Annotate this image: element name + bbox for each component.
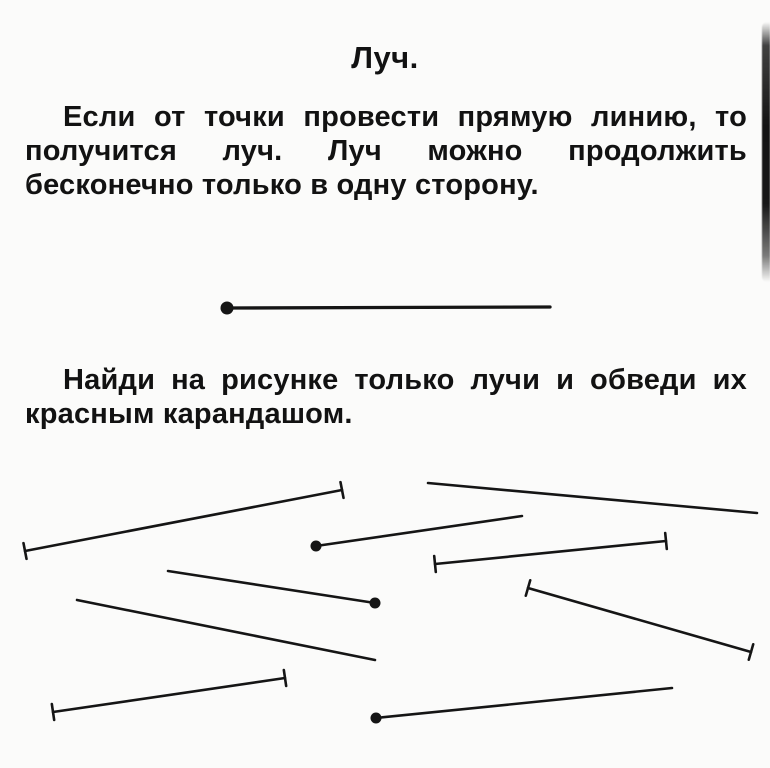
segment-end-tick [340, 482, 343, 498]
word: от [153, 101, 186, 133]
word: то [715, 101, 747, 133]
word: линию, [591, 101, 697, 133]
scan-edge-artifact [762, 22, 770, 282]
word: Если [63, 101, 136, 133]
word: получится [25, 135, 178, 167]
word: можно [427, 135, 523, 167]
word: и [556, 364, 575, 396]
ray-drawing [371, 688, 673, 724]
segment-end-tick [52, 704, 54, 720]
intro-line-3: бесконечно только в одну сторону. [25, 169, 539, 201]
word: точки [203, 101, 285, 133]
ray-drawing [221, 302, 551, 315]
ray-origin-dot [371, 713, 382, 724]
word: обведи [590, 364, 697, 396]
segment-end-tick [23, 543, 26, 559]
page-title: Луч. [351, 40, 419, 75]
task-line-2: красным карандашом. [25, 398, 353, 430]
word: на [171, 364, 206, 396]
word: рисунке [221, 364, 339, 396]
word: луч. [222, 135, 283, 167]
word: лучи [470, 364, 541, 396]
segment-drawing [23, 482, 343, 559]
word: провести [303, 101, 440, 133]
word: продолжить [568, 135, 747, 167]
segment-end-tick [665, 533, 667, 549]
line-drawing [428, 483, 757, 513]
word: прямую [457, 101, 573, 133]
ray-origin-dot [311, 541, 322, 552]
word: Луч [327, 135, 382, 167]
line-drawing [77, 600, 375, 660]
word: Найди [63, 364, 156, 396]
ray-origin-dot [370, 598, 381, 609]
word: только [354, 364, 455, 396]
ray-drawing [311, 516, 523, 552]
task-paragraph [25, 363, 747, 431]
segment-drawing [52, 670, 286, 720]
word: их [712, 364, 747, 396]
segment-drawing [526, 580, 753, 659]
segment-drawing [434, 533, 667, 572]
task-line-1 [25, 363, 747, 397]
segment-end-tick [284, 670, 286, 686]
ray-drawing [168, 571, 381, 609]
ray-origin-dot [221, 302, 234, 315]
segment-end-tick [434, 556, 436, 572]
